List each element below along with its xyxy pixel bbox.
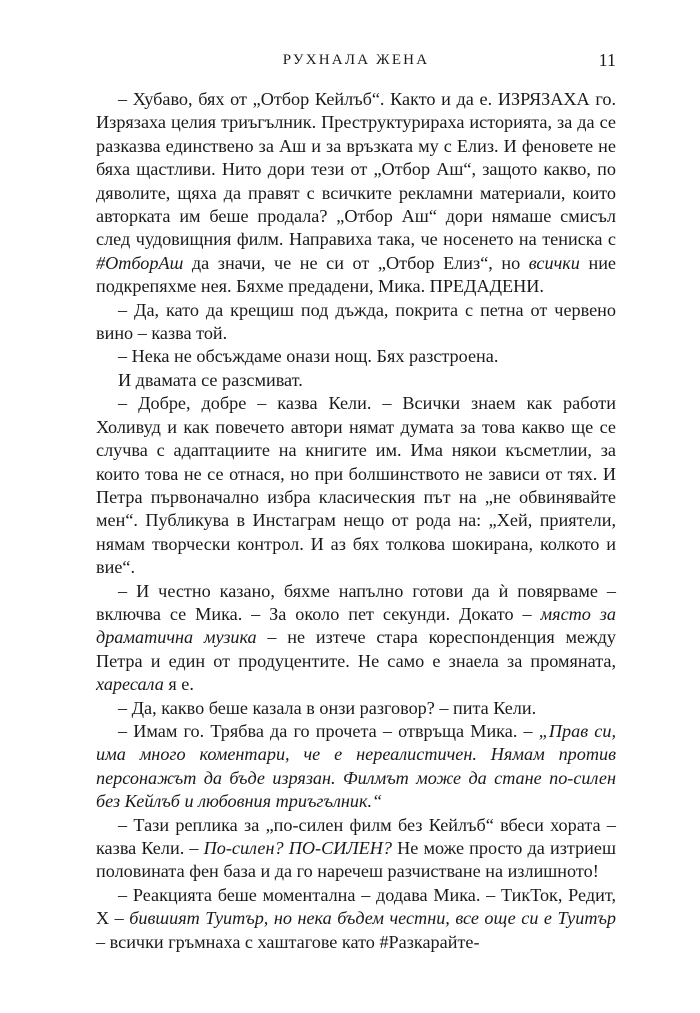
paragraph (96, 299, 616, 346)
italic-run: „Прав си, има много коментари, че е нереалистичен. Нямам против персонажът да бъде изрязан. Филмът може да стане по-силен без Кейлъб и любовния триъгълник.“ (96, 720, 617, 812)
text-run: – Да, какво беше казала в онзи разговор? – пита Кели. (118, 697, 537, 718)
paragraph (96, 884, 616, 954)
text-run: – И честно казано, бяхме напълно готови да ѝ повярваме – включва се Мика. – За около пет секунди. Докато – (96, 580, 616, 624)
italic-run: всички (528, 252, 580, 273)
text-run: – Реакцията беше моментална – додава Мика. – ТикТок, Редит, Х – (96, 884, 616, 929)
text-run: я е. (163, 674, 194, 695)
paragraph (96, 88, 616, 299)
paragraph (96, 720, 616, 814)
paragraph (96, 345, 616, 368)
italic-run: бившият Туитър, но нека бъдем честни, все още си е Туитър (129, 908, 617, 929)
text-run: да значи, че не си от „Отбор Елиз“, но (183, 252, 529, 273)
running-head (96, 52, 616, 76)
text-run: Не може просто да изтриеш половината фен база и да го наречеш разчистване на излишното! (96, 838, 616, 882)
paragraph (96, 369, 616, 392)
text-run: ние подкрепяхме нея. Бяхме предадени, Мика. ПРЕДАДЕНИ. (96, 252, 616, 297)
page-number: 11 (598, 50, 616, 70)
text-run: – Да, като да крещиш под дъжда, покрита с петна от червено вино – казва той. (96, 299, 616, 344)
text-run: – Добре, добре – казва Кели. – Всички знаем как работи Холивуд и как повечето автори нямат думата за това какво ще се случва с адаптациите на книгите им. Има някои късметлии, за които това не се отнася, но при болшинството не зависи от тях. И Петра първоначално избра класическия път на „не обвинявайте мен“. Публикува в Инстаграм нещо от рода на: „Хей, приятели, нямам творчески контрол. И аз бях толкова шокирана, колкото и вие“. (96, 393, 616, 578)
italic-run: #ОтборАш (96, 252, 184, 273)
paragraph (96, 697, 616, 720)
text-run: – Имам го. Трябва да го прочета – отвръща Мика. – (118, 720, 539, 741)
body-text (96, 88, 616, 954)
text-run: И двамата се разсмиват. (118, 369, 303, 390)
text-run: – всички гръмнаха с хаштагове като #Разкарайте- (96, 931, 480, 952)
paragraph (96, 814, 616, 884)
text-run: – Нека не обсъждаме онази нощ. Бях разстроена. (118, 346, 499, 367)
text-run: – не изтече стара кореспонденция между Петра и един от продуцентите. Не само е знаела за промяната, (96, 627, 616, 671)
italic-run: харесала (96, 674, 164, 695)
italic-run: По-силен? ПО-СИЛЕН? (203, 838, 392, 858)
paragraph (96, 580, 616, 697)
running-title: РУХНАЛА ЖЕНА (282, 52, 430, 68)
text-run: – Тази реплика за „по-силен филм без Кейлъб“ вбеси хората – казва Кели. – (96, 814, 616, 858)
italic-run: място за драматична музика (96, 603, 616, 648)
paragraph (96, 392, 616, 579)
text-run: – Хубаво, бях от „Отбор Кейлъб“. Както и да е. ИЗРЯЗАХА го. Изрязаха целия триъгълник. Преструктурираха историята, за да се разказва единствено за Аш и за връзката му с Елиз. И феновете не бяха щастливи. Нито дори тези от „Отбор Аш“, защото какво, по дяволите, щяха да правят с всичките рекламни материали, които авторката им беше продала? „Отбор Аш“ дори нямаше смисъл след чудовищния филм. Направиха така, че носенето на тениска с (96, 89, 616, 250)
